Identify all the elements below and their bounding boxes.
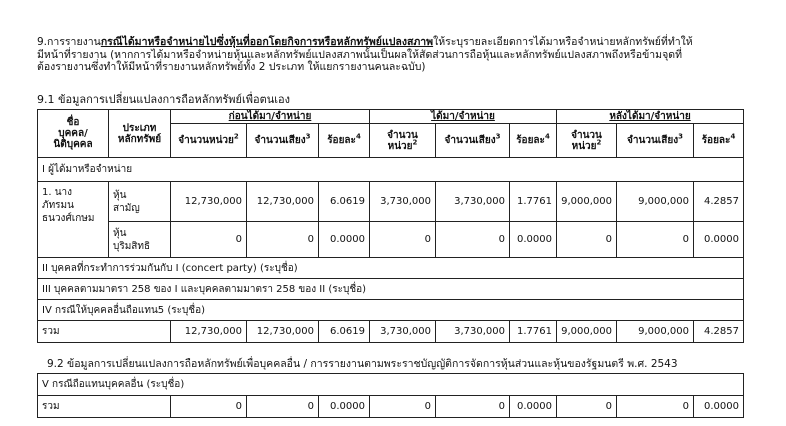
security-type: หุ้น สามัญ [109,182,171,222]
group-label-V: V กรณีถือแทนบุคคลอื่น (ระบุชื่อ) [38,374,744,396]
total-cell: 0 [557,396,617,418]
value-cell: 9,000,000 [617,182,694,222]
total-cell: 12,730,000 [247,321,319,343]
total-label: รวม [38,321,171,343]
value-cell: 0.0000 [694,222,744,258]
value-cell: 0 [617,222,694,258]
value-cell: 0 [247,222,319,258]
header-row-groups [38,110,744,124]
intro-prefix: 9.การรายงาน [37,36,101,48]
total-cell: 0 [617,396,694,418]
group-row-I [38,158,744,182]
total-cell: 0 [171,396,247,418]
total-row [38,396,744,418]
security-type: หุ้น บุริมสิทธิ [109,222,171,258]
value-cell: 12,730,000 [247,182,319,222]
group-row-II [38,258,744,279]
value-cell: 3,730,000 [370,182,436,222]
total-cell: 0.0000 [510,396,557,418]
group-label-II: II บุคคลที่กระทำการร่วมกันกับ I (concert party) (ระบุชื่อ) [38,258,744,279]
holdings-table-others [37,373,744,418]
total-cell: 3,730,000 [436,321,510,343]
total-cell: 0 [436,396,510,418]
value-cell: 0.0000 [319,222,370,258]
total-cell: 9,000,000 [617,321,694,343]
header-before-units: จำนวนหน่วย$^2$ [171,124,247,158]
holdings-table-self [37,109,744,343]
total-cell: 12,730,000 [171,321,247,343]
value-cell: 12,730,000 [171,182,247,222]
value-cell: 0.0000 [510,222,557,258]
value-cell: 1.7761 [510,182,557,222]
header-before-votes: จำนวนเสียง$^3$ [247,124,319,158]
value-cell: 6.0619 [319,182,370,222]
total-cell: 0.0000 [319,396,370,418]
value-cell: 3,730,000 [436,182,510,222]
value-cell: 0 [436,222,510,258]
value-cell: 0 [557,222,617,258]
header-after-percent: ร้อยละ$^4$ [694,124,744,158]
total-cell: 3,730,000 [370,321,436,343]
person-name: 1. นาง ภัทรมน ธนวงศ์เกษม [38,182,109,258]
total-cell: 0 [370,396,436,418]
header-change-votes: จำนวนเสียง$^3$ [436,124,510,158]
total-cell: 0 [247,396,319,418]
intro-bold-title: กรณีได้มาหรือจำหน่ายไปซึ่งหุ้นที่ออกโดยกิจการหรือหลักทรัพย์แปลงสภาพ [100,36,434,48]
intro-line3: ต้องรายงานซึ่งทำให้มีหน้าที่รายงานหลักทรัพย์ทั้ง 2 ประเภท ให้แยกรายงานคนละฉบับ) [37,61,426,73]
section-9-2-heading: 9.2 ข้อมูลการเปลี่ยนแปลงการถือหลักทรัพย์เพื่อบุคคลอื่น / การรายงานตามพระราชบัญญัติการจัดการหุ้นส่วนและหุ้นของรัฐมนตรี พ.ศ. 2543 [47,358,678,370]
value-cell: 0 [171,222,247,258]
header-before-percent: ร้อยละ$^4$ [319,124,370,158]
total-cell: 1.7761 [510,321,557,343]
header-name: ชื่อ บุคคล/นิติบุคคล [38,110,109,158]
intro-line1-rest: ให้ระบุรายละเอียดการได้มาหรือจำหน่ายหลักทรัพย์ที่ทำให้ [433,36,693,48]
value-cell: 9,000,000 [557,182,617,222]
group-label-I: I ผู้ได้มาหรือจำหน่าย [38,158,744,182]
table-row [38,222,744,258]
value-cell: 4.2857 [694,182,744,222]
table-row [38,182,744,222]
header-change: ได้มา/จำหน่าย [370,110,557,124]
group-row-V [38,374,744,396]
section-9-intro [37,36,743,74]
total-label: รวม [38,396,171,418]
header-after-units: จำนวน หน่วย$^2$ [557,124,617,158]
header-after: หลังได้มา/จำหน่าย [557,110,744,124]
header-change-units: จำนวน หน่วย$^2$ [370,124,436,158]
total-row [38,321,744,343]
header-before: ก่อนได้มา/จำหน่าย [171,110,370,124]
header-after-votes: จำนวนเสียง$^3$ [617,124,694,158]
group-row-IV [38,300,744,321]
header-change-percent: ร้อยละ$^4$ [510,124,557,158]
header-type: ประเภท หลักทรัพย์ [109,110,171,158]
total-cell: 0.0000 [694,396,744,418]
section-9-1-heading: 9.1 ข้อมูลการเปลี่ยนแปลงการถือหลักทรัพย์เพื่อตนเอง [37,93,291,106]
group-row-III [38,279,744,300]
total-cell: 6.0619 [319,321,370,343]
value-cell: 0 [370,222,436,258]
total-cell: 4.2857 [694,321,744,343]
group-label-IV: IV กรณีให้บุคคลอื่นถือแทน5 (ระบุชื่อ) [38,300,744,321]
group-label-III: III บุคคลตามมาตรา 258 ของ I และบุคคลตามมาตรา 258 ของ II (ระบุชื่อ) [38,279,744,300]
intro-line2: มีหน้าที่รายงาน (หากการได้มาหรือจำหน่ายหุ้นและหลักทรัพย์แปลงสภาพนั้นเป็นผลให้สัดส่วนการถือหุ้นและหลักทรัพย์แปลงสภาพถึงหรือข้ามจุดที่ [37,48,682,61]
total-cell: 9,000,000 [557,321,617,343]
